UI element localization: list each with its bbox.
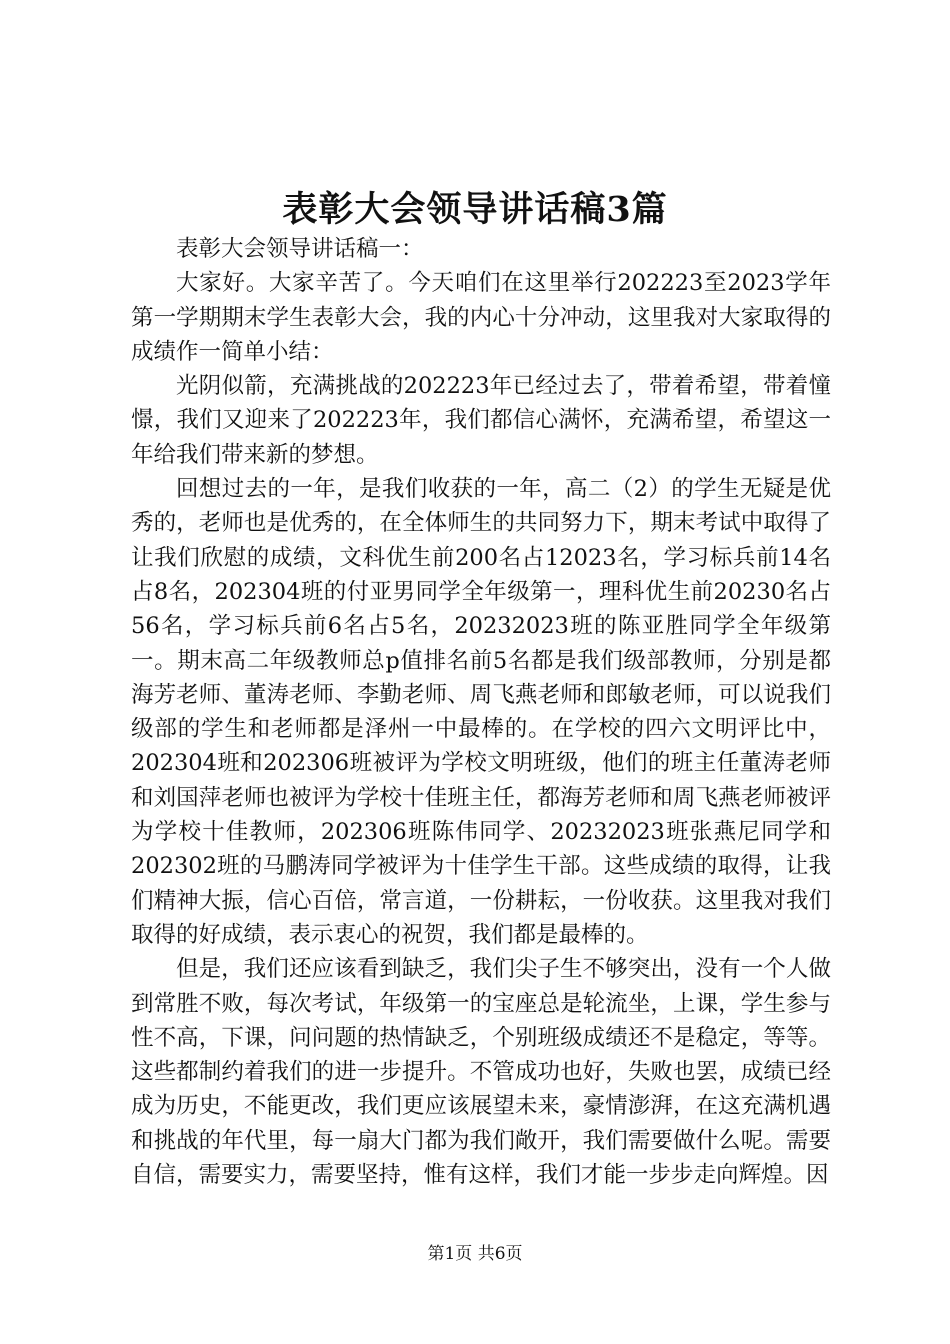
document-body [131, 232, 831, 1192]
paragraph: 光阴似箭，充满挑战的202223年已经过去了，带着希望，带着憧憬，我们又迎来了202223年，我们都信心满怀，充满希望，希望这一年给我们带来新的梦想。 [131, 373, 831, 468]
paragraph: 表彰大会领导讲话稿一： [176, 236, 424, 262]
paragraph: 大家好。大家辛苦了。今天咱们在这里举行202223至2023学年第一学期期末学生表彰大会，我的内心十分冲动，这里我对大家取得的成绩作一简单小结： [131, 270, 831, 365]
page-number-footer: 第1页 共6页 [427, 1244, 523, 1264]
document-title: 表彰大会领导讲话稿3篇 [282, 189, 668, 230]
paragraph: 但是，我们还应该看到缺乏，我们尖子生不够突出，没有一个人做到常胜不败，每次考试，年级第一的宝座总是轮流坐，上课，学生参与性不高，下课，问问题的热情缺乏，个别班级成绩还不是稳定，等等。这些都制约着我们的进一步提升。不管成功也好，失败也罢，成绩已经成为历史，不能更改，我们更应该展望未来，豪情澎湃，在这充满机遇和挑战的年代里，每一扇大门都为我们敞开，我们需要做什么呢。需要自信，需要实力，需要坚持，惟有这样，我们才能一步步走向辉煌。因 [131, 956, 831, 1189]
paragraph: 回想过去的一年，是我们收获的一年，高二（2）的学生无疑是优秀的，老师也是优秀的，在全体师生的共同努力下，期末考试中取得了让我们欣慰的成绩，文科优生前200名占12023名，学习标兵前14名占8名，202304班的付亚男同学全年级第一，理科优生前20230名占56名，学习标兵前6名占5名，20232023班的陈亚胜同学全年级第一。期末高二年级教师总p值排名前5名都是我们级部教师，分别是都海芳老师、董涛老师、李勤老师、周飞燕老师和郎敏老师，可以说我们级部的学生和老师都是泽州一中最棒的。在学校的四六文明评比中，202304班和202306班被评为学校文明班级，他们的班主任董涛老师和刘国萍老师也被评为学校十佳班主任，都海芳老师和周飞燕老师被评为学校十佳教师，202306班陈伟同学、20232023班张燕尼同学和202302班的马鹏涛同学被评为十佳学生干部。这些成绩的取得，让我们精神大振，信心百倍，常言道，一份耕耘，一份收获。这里我对我们取得的好成绩，表示衷心的祝贺，我们都是最棒的。 [131, 476, 831, 948]
